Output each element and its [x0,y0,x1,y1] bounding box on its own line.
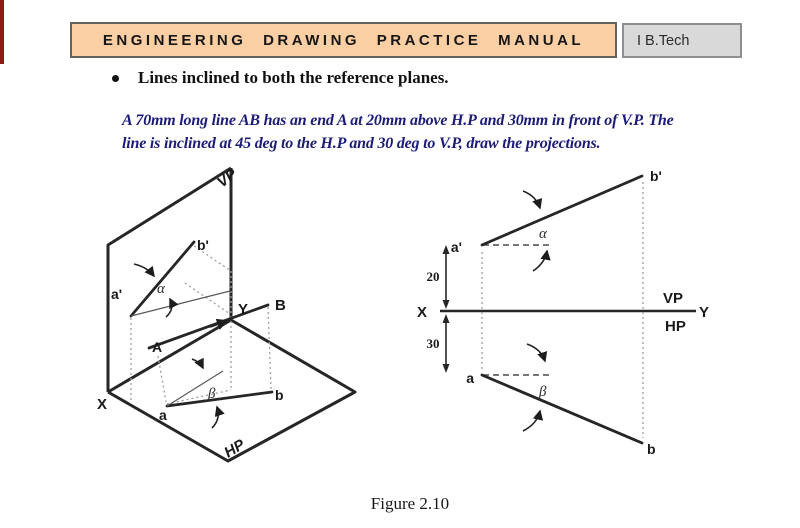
hp-plane-label: HP [221,436,248,462]
beta-arc-lower [212,407,218,428]
dimension-20 [427,245,450,309]
top-view-line [482,375,642,443]
point-b-top-label: b [275,387,284,403]
figure-caption: Figure 2.10 [370,494,450,513]
alpha-arc-lower [533,251,547,271]
course-badge [622,23,742,58]
pictorial-projection-diagram [82,158,398,484]
projector-dotted-lines [131,246,271,404]
problem-line-2: line is inclined at 45 deg to the H.P and 30 deg to V.P, draw the projections. [122,135,601,152]
point-a-top-label: a [466,370,474,386]
bullet-item [112,68,449,88]
beta-arc-upper [192,359,203,368]
problem-statement [122,109,742,155]
point-b-front-label: b' [197,237,209,253]
beta-arc-upper [527,344,545,361]
header-bar [70,22,617,58]
x-label: X [97,396,108,413]
alpha-label: α [539,226,547,242]
page-title: ENGINEERING DRAWING PRACTICE MANUAL [102,31,585,49]
bullet-dot [112,75,119,82]
course-badge-label: I B.Tech [637,32,690,49]
point-a-front-label: a' [450,239,462,255]
alpha-arc-upper [523,191,540,208]
y-label: Y [238,301,249,318]
alpha-arc-upper [134,264,154,276]
hp-label: HP [665,318,686,335]
beta-arc-lower [523,411,540,431]
front-view-line [482,176,642,245]
point-a-top-label: a [159,407,167,423]
point-A-label: A [152,339,163,355]
vp-plane-label: VP [213,165,241,192]
point-a-front-label: a' [111,286,123,302]
y-label: Y [699,304,710,321]
orthographic-projection-diagram [403,158,800,463]
beta-label: β [539,384,547,400]
line-AB [149,305,268,348]
top-view-line-ab [167,392,272,406]
problem-line-1: A 70mm long line AB has an end A at 20mm above H.P and 30mm in front of V.P. The [122,112,674,129]
vp-plane-outline [108,168,231,392]
beta-label: β [208,386,216,402]
x-label: X [416,304,427,321]
left-accent-line [0,0,4,64]
front-view-line-ab-prime [131,242,194,316]
alpha-label: α [157,281,165,297]
point-b-top-label: b [647,441,656,457]
dimension-30-value: 30 [426,336,440,351]
dimension-20-value: 20 [426,269,440,284]
point-B-label: B [275,297,286,314]
point-b-front-label: b' [650,168,662,184]
alpha-arc-lower [166,299,172,317]
bullet-heading: Lines inclined to both the reference planes. [138,68,449,87]
dimension-30 [427,314,450,373]
vp-label: VP [663,290,684,307]
